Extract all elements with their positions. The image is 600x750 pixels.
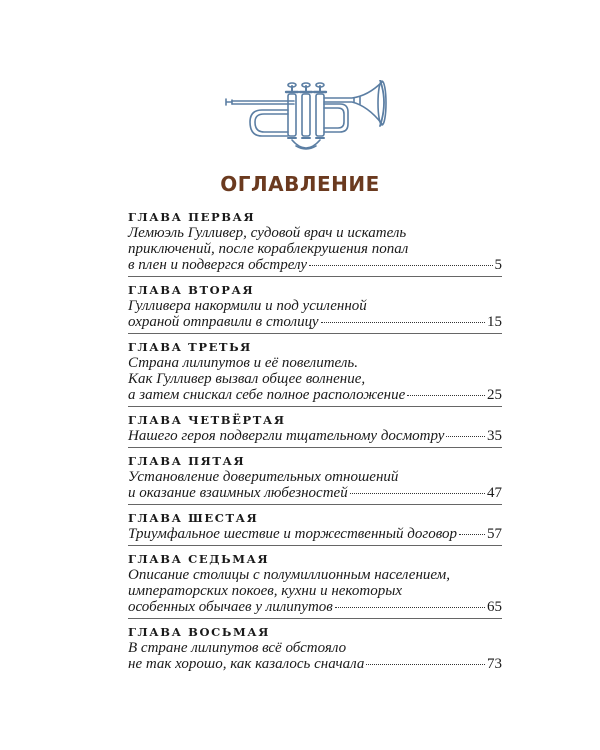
chapter-title-line: в плен и подвергся обстрелу: [128, 257, 307, 273]
table-of-contents: [128, 210, 502, 672]
entry-divider: [128, 276, 502, 277]
dot-leader: [407, 395, 485, 396]
chapter-heading: ГЛАВА ШЕСТАЯ: [128, 511, 259, 525]
chapter-title-line: и оказание взаимных любезностей: [128, 485, 348, 501]
toc-entry[interactable]: [128, 511, 502, 542]
chapter-title-last-line: [128, 428, 502, 444]
chapter-heading: ГЛАВА ТРЕТЬЯ: [128, 340, 252, 354]
toc-entry[interactable]: [128, 340, 502, 403]
chapter-title-line: Нашего героя подвергли тщательному досмотру: [128, 428, 445, 444]
chapter-title-line: Лемюэль Гулливер, судовой врач и искатель: [128, 225, 407, 241]
chapter-heading: ГЛАВА ЧЕТВЁРТАЯ: [128, 413, 286, 427]
chapter-title-line: а затем снискал себе полное расположение: [128, 387, 406, 403]
page-number: 5: [494, 257, 502, 273]
chapter-title-last-line: [128, 485, 502, 501]
entry-divider: [128, 504, 502, 505]
chapter-title-last-line: [128, 387, 502, 403]
page-number: 47: [487, 485, 502, 501]
chapter-title-line: императорских покоев, кухни и некоторых: [128, 583, 403, 599]
entry-divider: [128, 545, 502, 546]
toc-entry[interactable]: [128, 552, 502, 615]
entry-divider: [128, 406, 502, 407]
chapter-title-last-line: [128, 656, 502, 672]
chapter-title-line: Установление доверительных отношений: [128, 469, 399, 485]
chapter-title-line: охраной отправили в столицу: [128, 314, 319, 330]
toc-entry[interactable]: [128, 210, 502, 273]
chapter-title-line: Гулливера накормили и под усиленной: [128, 298, 367, 314]
dot-leader: [321, 322, 485, 323]
chapter-title-line: не так хорошо, как казалось сначала: [128, 656, 365, 672]
chapter-title-line: особенных обычаев у лилипутов: [128, 599, 333, 615]
dot-leader: [459, 534, 485, 535]
dot-leader: [446, 436, 485, 437]
chapter-title-last-line: [128, 599, 502, 615]
page-number: 65: [487, 599, 502, 615]
chapter-heading: ГЛАВА ПЕРВАЯ: [128, 210, 256, 224]
page-number: 15: [487, 314, 502, 330]
chapter-title-last-line: [128, 257, 502, 273]
dot-leader: [309, 265, 493, 266]
toc-entry[interactable]: [128, 413, 502, 444]
entry-divider: [128, 618, 502, 619]
dot-leader: [335, 607, 485, 608]
chapter-title-line: Триумфальное шествие и торжественный договор: [128, 526, 458, 542]
trumpet-illustration: [222, 80, 392, 160]
chapter-heading: ГЛАВА СЕДЬМАЯ: [128, 552, 270, 566]
chapter-title-last-line: [128, 314, 502, 330]
chapter-heading: ГЛАВА ВТОРАЯ: [128, 283, 255, 297]
page-number: 57: [487, 526, 502, 542]
page-number: 35: [487, 428, 502, 444]
entry-divider: [128, 333, 502, 334]
toc-entry[interactable]: [128, 283, 502, 330]
page-number: 25: [487, 387, 502, 403]
chapter-title-line: Как Гулливер вызвал общее волнение,: [128, 371, 366, 387]
chapter-title-line: Описание столицы с полумиллионным населением,: [128, 567, 451, 583]
dot-leader: [366, 664, 485, 665]
chapter-title-line: Страна лилипутов и её повелитель.: [128, 355, 358, 371]
chapter-title-line: приключений, после кораблекрушения попал: [128, 241, 409, 257]
page-title: ОГЛАВЛЕНИЕ: [220, 172, 380, 196]
dot-leader: [350, 493, 485, 494]
chapter-title-last-line: [128, 526, 502, 542]
chapter-heading: ГЛАВА ПЯТАЯ: [128, 454, 246, 468]
entry-divider: [128, 447, 502, 448]
page-number: 73: [487, 656, 502, 672]
toc-entry[interactable]: [128, 625, 502, 672]
toc-entry[interactable]: [128, 454, 502, 501]
chapter-title-line: В стране лилипутов всё обстояло: [128, 640, 347, 656]
chapter-heading: ГЛАВА ВОСЬМАЯ: [128, 625, 270, 639]
